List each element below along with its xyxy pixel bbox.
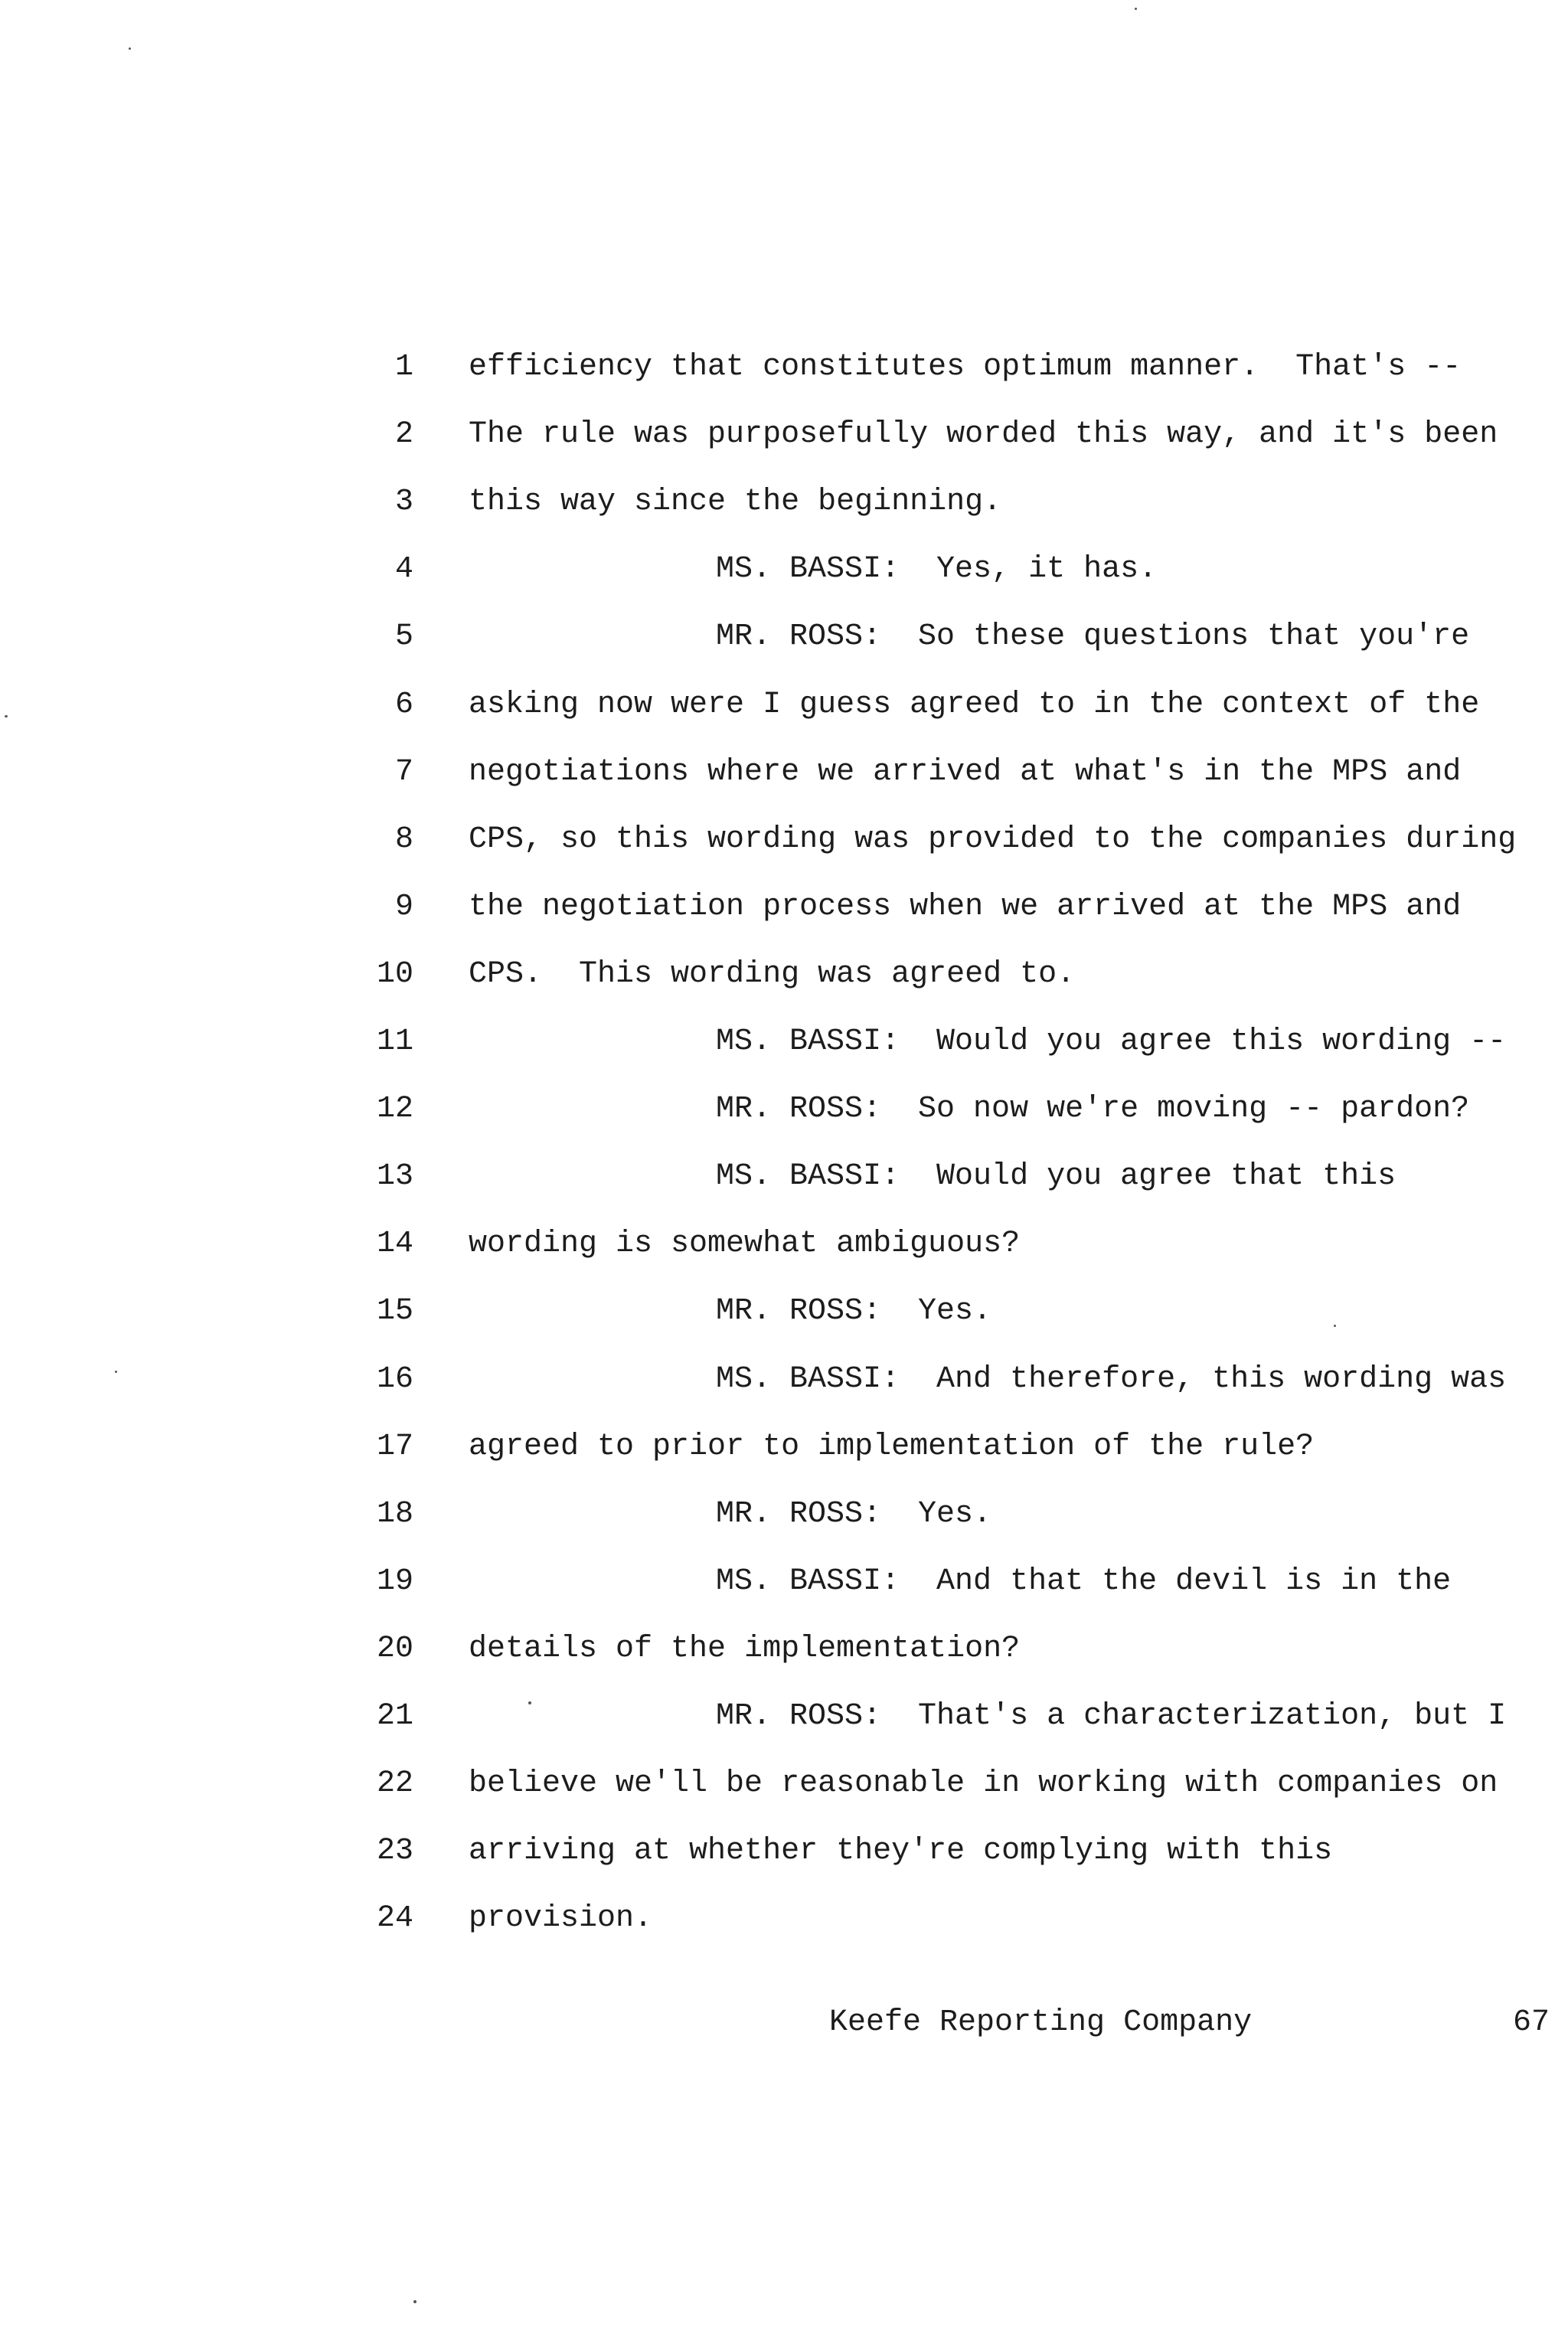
transcript-line — [0, 1896, 1568, 1942]
scan-speck — [1334, 1325, 1336, 1327]
transcript-line — [0, 1221, 1568, 1267]
transcript-line — [0, 412, 1568, 458]
transcript-line — [0, 1357, 1568, 1403]
line-number: 4 — [394, 552, 413, 587]
line-number: 10 — [376, 956, 413, 992]
line-text: the negotiation process when we arrived at the MPS and — [469, 889, 1462, 924]
transcript-line — [0, 682, 1568, 728]
line-text: agreed to prior to implementation of the rule? — [469, 1429, 1315, 1464]
speaker-line-text: MS. BASSI: Would you agree this wording -- — [716, 1025, 1507, 1059]
transcript-line — [0, 1559, 1568, 1605]
line-number: 11 — [376, 1025, 413, 1059]
line-text: believe we'll be reasonable in working with companies on — [469, 1766, 1498, 1802]
line-number: 14 — [376, 1227, 413, 1262]
line-number: 24 — [376, 1901, 413, 1936]
scan-speck — [528, 1701, 531, 1704]
line-text: efficiency that constitutes optimum manner. That's -- — [469, 350, 1462, 384]
transcript-line — [0, 1424, 1568, 1470]
line-text: arriving at whether they're complying with this — [469, 1834, 1333, 1869]
line-number: 20 — [376, 1631, 413, 1666]
line-text: CPS, so this wording was provided to the companies during — [469, 822, 1517, 857]
transcript-line — [0, 952, 1568, 998]
line-number: 5 — [394, 619, 413, 655]
line-text: asking now were I guess agreed to in the context of the — [469, 687, 1480, 722]
transcript-line — [0, 1154, 1568, 1200]
line-number: 16 — [376, 1361, 413, 1397]
speaker-line-text: MR. ROSS: That's a characterization, but I — [716, 1699, 1507, 1734]
scan-speck — [1135, 8, 1137, 10]
line-number: 8 — [394, 822, 413, 857]
transcript-line — [0, 1087, 1568, 1132]
speaker-line-text: MS. BASSI: Yes, it has. — [716, 552, 1158, 587]
transcript-line — [0, 1626, 1568, 1672]
line-number: 23 — [376, 1834, 413, 1869]
line-number: 17 — [376, 1429, 413, 1464]
line-number: 12 — [376, 1092, 413, 1127]
footer-company-name: Keefe Reporting Company — [829, 2005, 1253, 2040]
speaker-line-text: MR. ROSS: Yes. — [716, 1496, 992, 1531]
line-text: provision. — [469, 1901, 653, 1936]
transcript-line — [0, 1019, 1568, 1065]
line-number: 9 — [394, 889, 413, 924]
line-number: 2 — [394, 417, 413, 453]
line-number: 22 — [376, 1766, 413, 1802]
speaker-line-text: MR. ROSS: So these questions that you're — [716, 619, 1470, 655]
transcript-line — [0, 1761, 1568, 1807]
line-text: negotiations where we arrived at what's in the MPS and — [469, 754, 1462, 789]
transcript-line — [0, 884, 1568, 930]
line-text: details of the implementation? — [469, 1631, 1021, 1666]
scan-speck — [5, 715, 8, 717]
line-number: 15 — [376, 1294, 413, 1329]
transcript-line — [0, 1492, 1568, 1538]
transcript-line — [0, 750, 1568, 796]
speaker-line-text: MS. BASSI: Would you agree that this — [716, 1159, 1396, 1195]
speaker-line-text: MS. BASSI: And that the devil is in the — [716, 1564, 1452, 1599]
page-number: 67 — [1513, 2005, 1550, 2040]
line-number: 18 — [376, 1496, 413, 1531]
line-number: 21 — [376, 1699, 413, 1734]
line-number: 6 — [394, 687, 413, 722]
transcript-line — [0, 817, 1568, 863]
speaker-line-text: MS. BASSI: And therefore, this wording was — [716, 1361, 1507, 1397]
transcript-line — [0, 1694, 1568, 1740]
scan-speck — [129, 47, 131, 50]
line-text: wording is somewhat ambiguous? — [469, 1227, 1021, 1262]
transcript-line — [0, 479, 1568, 525]
line-text: CPS. This wording was agreed to. — [469, 956, 1076, 992]
speaker-line-text: MR. ROSS: Yes. — [716, 1294, 992, 1329]
line-text: this way since the beginning. — [469, 485, 1002, 520]
transcript-line — [0, 345, 1568, 391]
line-text: The rule was purposefully worded this way, and it's been — [469, 417, 1498, 453]
transcript-line — [0, 614, 1568, 660]
scan-speck — [115, 1371, 117, 1373]
line-number: 1 — [394, 350, 413, 384]
line-number: 19 — [376, 1564, 413, 1599]
speaker-line-text: MR. ROSS: So now we're moving -- pardon? — [716, 1092, 1470, 1127]
line-number: 3 — [394, 485, 413, 520]
transcript-line — [0, 1829, 1568, 1874]
transcript-line — [0, 1289, 1568, 1335]
transcript-line — [0, 547, 1568, 593]
line-number: 13 — [376, 1159, 413, 1195]
scan-speck — [413, 2300, 416, 2303]
line-number: 7 — [394, 754, 413, 789]
